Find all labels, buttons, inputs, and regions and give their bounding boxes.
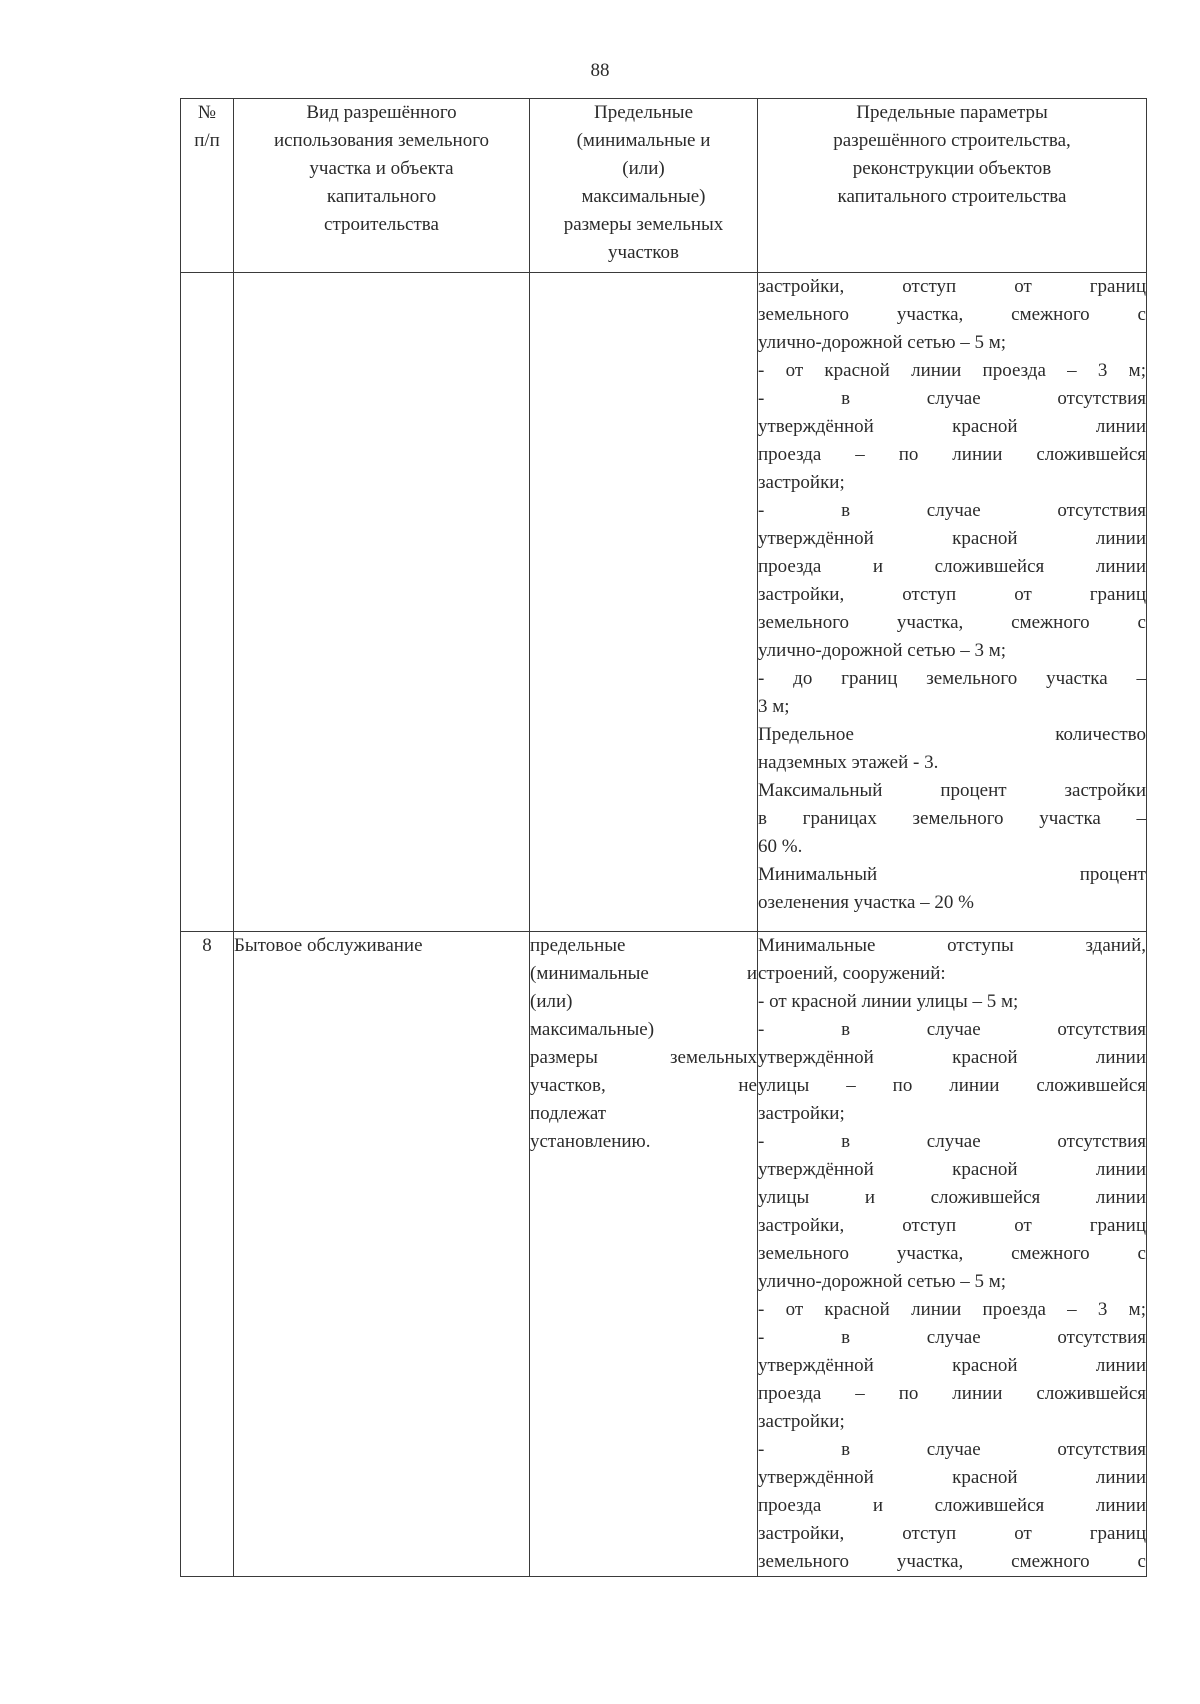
text-line: утверждённой красной линии <box>758 528 1146 549</box>
table-header-row <box>181 99 1147 273</box>
cell-params-continuation <box>758 273 1147 932</box>
text-line: - от красной линии проезда – 3 м; <box>758 360 1146 381</box>
text-line: - в случае отсутствия <box>758 1439 1146 1460</box>
text-line: в границах земельного участка – <box>758 808 1146 829</box>
text-line: Предельное количество <box>758 724 1146 745</box>
text-line: утверждённой красной линии <box>758 1159 1146 1180</box>
header-line: № <box>197 102 217 123</box>
header-line: Предельные параметры <box>856 102 1048 123</box>
text-line: утверждённой красной линии <box>758 1355 1146 1376</box>
text-line: улицы – по линии сложившейся <box>758 1075 1146 1096</box>
cell-use-empty <box>234 273 530 932</box>
header-line: п/п <box>194 130 220 151</box>
text-line: улично-дорожной сетью – 5 м; <box>758 332 1007 353</box>
text-line: улицы и сложившейся линии <box>758 1187 1146 1208</box>
text-line: проезда и сложившейся линии <box>758 1495 1146 1516</box>
table-row-continuation <box>181 273 1147 932</box>
text-line: земельного участка, смежного с <box>758 612 1146 633</box>
text-line: застройки, отступ от границ <box>758 276 1146 297</box>
header-line: строительства <box>324 214 439 235</box>
header-line: максимальные) <box>581 186 706 207</box>
cell-permitted-use: Бытовое обслуживание <box>234 932 530 1577</box>
header-line: Вид разрешённого <box>306 102 457 123</box>
text-line: застройки, отступ от границ <box>758 584 1146 605</box>
text-line: (минимальные и <box>530 963 757 984</box>
header-line: использования земельного <box>273 130 490 151</box>
text-line: застройки; <box>758 472 845 493</box>
cell-params <box>758 932 1147 1577</box>
text-line: улично-дорожной сетью – 3 м; <box>758 640 1007 661</box>
header-line: (минимальные и <box>576 130 711 151</box>
text-line: застройки; <box>758 1103 845 1124</box>
text-line: участков, не <box>530 1075 757 1096</box>
text-line: утверждённой красной линии <box>758 1467 1146 1488</box>
text-line: улично-дорожной сетью – 5 м; <box>758 1271 1007 1292</box>
header-line: (или) <box>622 158 665 179</box>
text-line: установлению. <box>530 1131 651 1152</box>
text-line: застройки; <box>758 1411 845 1432</box>
text-line: земельного участка, смежного с <box>758 1551 1146 1572</box>
cell-row-number: 8 <box>181 932 234 1577</box>
cell-plot-size <box>530 932 758 1577</box>
text-line: подлежат <box>530 1103 607 1124</box>
text-line: Максимальный процент застройки <box>758 780 1146 801</box>
header-line: Предельные <box>593 102 694 123</box>
text-line: - от красной линии проезда – 3 м; <box>758 1299 1146 1320</box>
header-line: капитального <box>326 186 437 207</box>
text-line: 3 м; <box>758 696 790 717</box>
text-line: размеры земельных <box>530 1047 757 1068</box>
text-line: (или) <box>530 991 573 1012</box>
text-line: надземных этажей - 3. <box>758 752 939 773</box>
text-line: максимальные) <box>530 1019 655 1040</box>
text-line: застройки, отступ от границ <box>758 1215 1146 1236</box>
text-line: земельного участка, смежного с <box>758 304 1146 325</box>
header-line: размеры земельных <box>563 214 724 235</box>
cell-size-empty <box>530 273 758 932</box>
page-number: 88 <box>590 60 610 81</box>
header-construction-parameters <box>758 99 1147 273</box>
text-line: проезда – по линии сложившейся <box>758 444 1146 465</box>
text-line: - в случае отсутствия <box>758 388 1146 409</box>
text-line: предельные <box>530 935 626 956</box>
header-line: участка и объекта <box>309 158 454 179</box>
text-line: - в случае отсутствия <box>758 500 1146 521</box>
text-line: - от красной линии улицы – 5 м; <box>758 991 1019 1012</box>
text-line: проезда – по линии сложившейся <box>758 1383 1146 1404</box>
header-line: реконструкции объектов <box>852 158 1052 179</box>
text-line: 60 %. <box>758 836 803 857</box>
text-line: утверждённой красной линии <box>758 416 1146 437</box>
text-line: застройки, отступ от границ <box>758 1523 1146 1544</box>
cell-number-empty <box>181 273 234 932</box>
text-line: - в случае отсутствия <box>758 1019 1146 1040</box>
header-number <box>181 99 234 273</box>
header-plot-size-limits <box>530 99 758 273</box>
text-line: Минимальный процент <box>758 864 1146 885</box>
text-line: проезда и сложившейся линии <box>758 556 1146 577</box>
text-line: утверждённой красной линии <box>758 1047 1146 1068</box>
text-line: - в случае отсутствия <box>758 1131 1146 1152</box>
header-permitted-use <box>234 99 530 273</box>
text-line: строений, сооружений: <box>758 963 946 984</box>
text-line: - до границ земельного участка – <box>758 668 1146 689</box>
text-line: озеленения участка – 20 % <box>758 892 974 913</box>
table-row-8 <box>181 932 1147 1577</box>
header-line: капитального строительства <box>837 186 1067 207</box>
header-line: участков <box>608 242 679 263</box>
regulations-table <box>180 98 1147 1577</box>
header-line: разрешённого строительства, <box>833 130 1071 151</box>
text-line: Минимальные отступы зданий, <box>758 935 1146 956</box>
text-line: - в случае отсутствия <box>758 1327 1146 1348</box>
text-line: земельного участка, смежного с <box>758 1243 1146 1264</box>
